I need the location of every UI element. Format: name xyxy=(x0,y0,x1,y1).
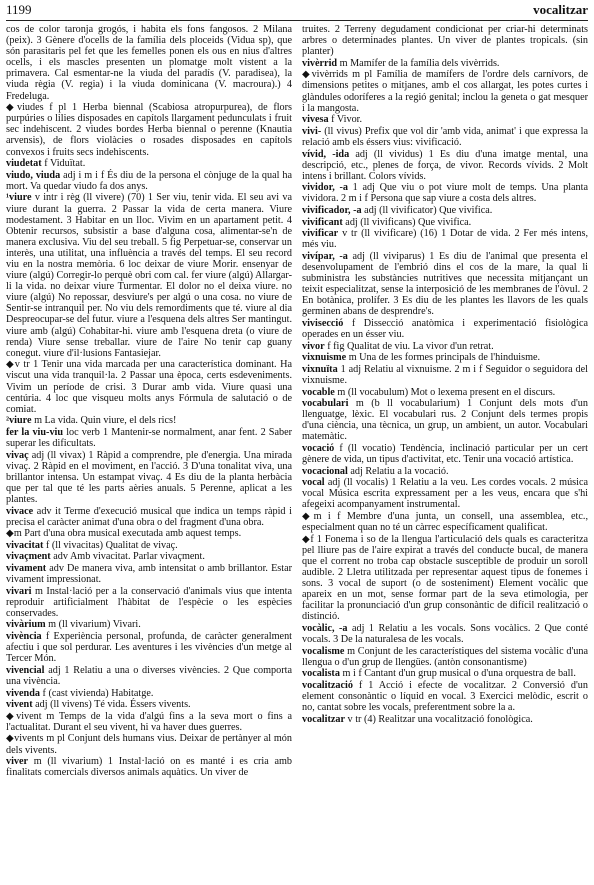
entry-definition: m Mamífer de la família dels vivèrrids. xyxy=(337,57,500,69)
dictionary-entry xyxy=(302,398,588,442)
entry-headword: vocalització xyxy=(302,679,353,691)
entry-definition: ◆m i f Membre d'una junta, un consell, una assemblea, etc., especialment quan no té un càrrec específicament qualificat. xyxy=(302,511,588,534)
entry-headword: vocàlic, -a xyxy=(302,622,348,634)
entry-definition: adj (ll viviparus) 1 Es diu de l'animal que presenta el desenvolupament de l'embrió dins el cos de la mare, la qual li subministra les substàncies nutritives que necessita mitjançant un teixit especialitzat, sense la interposició de les membranes de l'òvul. 2 En botànica, prolífer. 3 Es diu de les plantes les llavors de les quals germinen abans de desprendre's. xyxy=(302,250,588,318)
entry-definition: ◆vivent m Temps de la vida d'algú fins a la seva mort o fins a l'actualitat. Durant el seu vivent, hi va haver dues guerres. xyxy=(6,710,292,733)
entry-headword: vivesa xyxy=(302,114,329,126)
entry-definition: m Una de les formes principals de l'hinduisme. xyxy=(346,352,541,364)
entry-headword: vivi- xyxy=(302,125,322,137)
dictionary-entry xyxy=(6,158,292,169)
entry-headword: viudo, viuda xyxy=(6,169,61,181)
page-header xyxy=(6,2,588,20)
entry-headword: vivèrrid xyxy=(302,57,338,69)
entry-headword: vivisecció xyxy=(302,317,344,329)
right-column xyxy=(302,24,588,882)
dictionary-entry xyxy=(302,623,588,645)
entry-headword: vixnuisme xyxy=(302,352,347,364)
entry-headword: vivàrium xyxy=(6,619,46,631)
entry-definition: f (ll vocatio) Tendència, inclinació particular per un cert gènere de vida, un tipus d'activitat, etc. Tenir una vocació artística. xyxy=(302,442,588,466)
entry-headword: vivace xyxy=(6,505,34,517)
entry-headword: vivència xyxy=(6,631,42,643)
dictionary-entry xyxy=(302,251,588,318)
entry-definition: loc verb 1 Mantenir-se normalment, anar fent. 2 Saber superar les dificultats. xyxy=(6,426,292,449)
dictionary-entry xyxy=(6,528,292,539)
dictionary-entry xyxy=(6,699,292,710)
entry-definition: m Conjunt de les característiques del sistema vocàlic d'una llengua o d'un grup de llengües. (antòn consonantisme) xyxy=(302,645,588,668)
entry-headword: vocable xyxy=(302,386,335,398)
entry-headword: vivaç xyxy=(6,449,29,461)
entry-definition: adj 1 Relatiu a una o diverses vivències. 2 Que comporta una vivència. xyxy=(6,664,292,687)
entry-headword: vixnuïta xyxy=(302,363,338,375)
entry-definition: adj (ll vocalis) 1 Relatiu a la veu. Les cordes vocals. 2 música vocal Música escrita expressament per a les veus, encara que s'hi afegeixi acompanyament instrumental. xyxy=(302,477,588,511)
entry-definition: f Viduïtat. xyxy=(41,158,86,170)
left-column xyxy=(6,24,292,882)
header-rule xyxy=(6,20,588,21)
entry-definition: f Vivor. xyxy=(328,114,363,126)
page-number: 1199 xyxy=(6,2,32,17)
dictionary-entry xyxy=(302,352,588,363)
dictionary-entry xyxy=(6,192,292,358)
entry-definition: 1 adj Que viu o pot viure molt de temps. Una planta vividora. 2 m i f Persona que sap viure a costa dels altres. xyxy=(302,182,588,205)
dictionary-entry xyxy=(302,114,588,125)
entry-headword: vocalitzar xyxy=(302,713,345,725)
entry-definition: ◆vivèrrids m pl Família de mamífers de l'ordre dels carnívors, de dimensions petites o mitjanes, amb el cos allargat, les potes curtes i glàndules odoríferes a la regió genital; inclou la geneta o gat mesquer i la mangosta. xyxy=(302,69,588,114)
entry-headword: vocalisme xyxy=(302,645,345,657)
entry-headword: vocalista xyxy=(302,668,340,680)
dictionary-entry xyxy=(302,58,588,69)
entry-definition: adj (ll vivificans) Que vivifica. xyxy=(342,216,472,228)
entry-headword: vivípar, -a xyxy=(302,250,348,262)
entry-definition: adj (ll vividus) 1 Es diu d'una imatge mental, una descripció, etc., plenes de força, de vivor. Records vívids. 2 Molt intens i brillant. Colors vívids. xyxy=(302,148,588,182)
dictionary-entry xyxy=(6,586,292,619)
entry-headword: vivor xyxy=(302,340,325,352)
dictionary-entry xyxy=(302,364,588,386)
entry-definition: v tr (ll vivificare) (16) 1 Dotar de vida. 2 Fer més intens, més viu. xyxy=(302,228,588,251)
dictionary-entry xyxy=(302,205,588,216)
dictionary-entry xyxy=(302,714,588,725)
entry-definition: truites. 2 Terreny degudament condicionat per criar-hi determinats arbres o determinades plantes. Un viver de plantes tropicals. (sin planter) xyxy=(302,24,588,58)
entry-definition: m i f Cantant d'un grup musical o d'una orquestra de ball. xyxy=(339,668,576,680)
entry-headword: viver xyxy=(6,756,29,768)
entry-definition: adv Amb vivacitat. Parlar vivaçment. xyxy=(50,551,205,563)
entry-definition: f 1 Acció i efecte de vocalitzar. 2 Conversió d'un element consonàntic o líquid en vocal. 3 Exercici melòdic, escrit o no, cantat sobre les vocals, preferentment sobre la a. xyxy=(302,679,588,714)
entry-headword: vivificador, -a xyxy=(302,205,362,216)
dictionary-entry xyxy=(6,688,292,699)
entry-headword: vivaçment xyxy=(6,551,51,563)
entry-headword: vivacitat xyxy=(6,539,44,551)
entry-headword: vocal xyxy=(302,477,325,489)
dictionary-entry xyxy=(6,415,292,426)
entry-definition: adv it Terme d'execució musical que indica un temps ràpid i precisa el caràcter animat d'una obra o del fragment d'una obra. xyxy=(6,505,292,528)
running-head: vocalitzar xyxy=(533,2,588,17)
entry-definition: f (ll vivacitas) Qualitat de vivaç. xyxy=(43,539,178,551)
entry-definition: ◆f 1 Fonema i so de la llengua l'articulació dels quals es caracteritza pel lliure pas de l'aire expirat a través del conducte bucal, de manera que el corrent no troba cap obstacle susceptible de produir un soroll audible. 2 Lletra utilitzada per representar aquest tipus de fonemes i sons. 3 vocal de suport (o de sosteniment) Element vocàlic que apareix en un mot, sense formar part de la seva etimologia, per facilitar la pronunciació d'un grup consonàntic de difícil realització o distinció. xyxy=(302,533,588,623)
dictionary-entry xyxy=(302,126,588,148)
dictionary-entry xyxy=(302,443,588,465)
dictionary-entry xyxy=(6,427,292,449)
dictionary-entry xyxy=(6,551,292,562)
entry-definition: ◆viudes f pl 1 Herba biennal (Scabiosa atropurpurea), de flors purpúries o lilies disposades en capítols llargament pedunculats i fruit sec indehiscent. 2 viudes bordes Herba biennal o perenne (Knautia arvensis), de flors violàcies o rosades disposades en capítols convexos i fruits secs indehiscents. xyxy=(6,102,292,158)
entry-definition: f Dissecció anatòmica i experimentació fisiològica operades en un ésser viu. xyxy=(302,317,588,341)
dictionary-entry xyxy=(302,24,588,57)
entry-definition: m Instal·lació per a la conservació d'animals vius que intenta reproduir artificialment l'hàbitat de l'espècie o les espècies conservades. xyxy=(6,585,292,619)
dictionary-entry xyxy=(302,466,588,477)
dictionary-entry xyxy=(6,102,292,157)
entry-headword: vividor, -a xyxy=(302,182,348,194)
entry-headword: vocació xyxy=(302,442,335,454)
dictionary-entry xyxy=(302,477,588,510)
entry-definition: adj Relatiu a la vocació. xyxy=(347,465,449,477)
dictionary-entry xyxy=(302,646,588,668)
entry-headword: fer la viu-viu xyxy=(6,426,64,438)
dictionary-entry xyxy=(6,563,292,585)
entry-definition: m La vida. Quin viure, el dels rics! xyxy=(31,415,177,427)
entry-definition: cos de color taronja grogós, i habita els fons fangosos. 2 Milana (peix). 3 Gènere d'ocells de la família dels ploceids (Vidua sp), que són parasitaris pel fet que les femelles ponen els ous en nius d'altres ocells, i els mascles presenten un plomatge molt vistent a la primavera. Cal esmentar-ne la viuda del paradís (V. paradisea), la viuda règia (V. regia) i la viuda dominicana (V. macroura).) 4 Fredeluga. xyxy=(6,24,292,102)
dictionary-entry xyxy=(302,511,588,533)
entry-definition: adv De manera viva, amb intensitat o amb brillantor. Estar vivament impressionat. xyxy=(6,563,292,586)
entry-definition: f fig Qualitat de viu. La vivor d'un retrat. xyxy=(324,340,494,352)
entry-headword: vívid, -ida xyxy=(302,148,350,160)
entry-headword: vivencial xyxy=(6,664,45,676)
dictionary-entry xyxy=(302,217,588,228)
entry-headword: vivent xyxy=(6,699,33,711)
dictionary-entry xyxy=(302,149,588,182)
dictionary-entry xyxy=(302,534,588,623)
entry-definition: ◆m Part d'una obra musical executada amb aquest temps. xyxy=(6,528,242,540)
entry-definition: adj (ll vivens) Té vida. Éssers vivents. xyxy=(32,699,191,711)
dictionary-entry xyxy=(302,680,588,713)
entry-headword: viudetat xyxy=(6,158,42,170)
entry-definition: m (ll vocabulum) Mot o lexema present en el discurs. xyxy=(334,386,556,398)
dictionary-entry xyxy=(6,733,292,755)
entry-definition: adj i m i f És diu de la persona el cònjuge de la qual ha mort. Va quedar viudo fa dos anys. xyxy=(6,169,292,192)
dictionary-entry xyxy=(6,619,292,630)
dictionary-entry xyxy=(302,668,588,679)
entry-definition: adj (ll vivificator) Que vivifica. xyxy=(361,205,493,216)
entry-definition: adj (ll vivax) 1 Ràpid a comprendre, ple d'energia. Una mirada vivaç. 2 Ràpid en el moviment, en l'acció. 3 D'una tonalitat viva, una brillantor intensa. Un estampat vivaç. 4 Es diu de la planta herbàcia que per tal que té les parts aèries anuals. 5 Perenne, aplicat a les plantes. xyxy=(6,449,292,505)
entry-definition: m (b ll vocabularium) 1 Conjunt dels mots d'un llenguatge, lèxic. El vocabulari rus. 2 Conjunt dels termes propis d'una ciència, una tècnica, un grup, un ambient, un autor. Vocabulari matemàtic. xyxy=(302,398,588,443)
entry-definition: m (ll vivarium) Vivari. xyxy=(45,619,141,631)
entry-headword: ¹viure xyxy=(6,192,32,204)
dictionary-entry xyxy=(302,341,588,352)
dictionary-entry xyxy=(6,24,292,102)
dictionary-entry xyxy=(6,631,292,664)
entry-definition: m (ll vivarium) 1 Instal·lació on es manté i es cria amb finalitats comercials diversos animals aquàtics. Un viver de xyxy=(6,756,292,779)
dictionary-entry xyxy=(6,711,292,733)
dictionary-entry xyxy=(302,387,588,398)
dictionary-entry xyxy=(6,359,292,414)
entry-headword: vivenda xyxy=(6,687,40,699)
entry-definition: v tr (4) Realitzar una vocalització fonològica. xyxy=(345,713,533,725)
dictionary-entry xyxy=(6,450,292,505)
entry-definition: (ll vivus) Prefix que vol dir 'amb vida, animat' i que expressa la relació amb els éssers vius: vivificació. xyxy=(302,125,588,148)
entry-definition: 1 adj Relatiu al vixnuisme. 2 m i f Seguidor o seguidora del vixnuisme. xyxy=(302,363,588,386)
entry-definition: adj 1 Relatiu a les vocals. Sons vocàlics. 2 Que conté vocals. 3 De la naturalesa de les vocals. xyxy=(302,622,588,646)
entry-headword: vivificant xyxy=(302,216,343,228)
dictionary-entry xyxy=(302,69,588,113)
entry-definition: f (cast vivienda) Habitatge. xyxy=(39,687,154,699)
dictionary-entry xyxy=(6,756,292,778)
entry-definition: v intr i règ (ll vivere) (70) 1 Ser viu, tenir vida. El seu avi va viure durant la guerra. 2 Passar la vida de certa manera. Viure modestament. 3 Habitar en un lloc. Vivim en un apartament petit. 4 Obtenir recursos, subsistir a base d'alguna cosa, alimentar-se'n de manera exclusiva. Viu del seu treball. 5 fig Perpetuar-se, conservar un interès, una utilitat, una influència a través del temps. El seu record viu en la nostra memòria. 6 loc deixar de viure Morir. ensenyar de viure (algú) Corregir-lo perquè obri com cal. fer viure (algú) Allargar-li la vida. no deixar viure Turmentar. El dolor no el deixa viure. no viure (algú) No repossar, desviure's per algú o una cosa. no viure de Sentir-se intranquil per. No viu dels remordiments que té. viure al dia Despreocupar-se del futur. viure a l'esquena dels altres Ser mantingut. viure amb (algú) Cohabitar-hi. viure amb l'esquena dreta (o viure de renda) Viure sense treballar. viure de l'aire No tenir cap guany conegut. viure d'il·lusions Fantasiejar. xyxy=(6,192,292,359)
dictionary-entry xyxy=(6,506,292,528)
entry-headword: vocacional xyxy=(302,465,348,477)
entry-headword: vivari xyxy=(6,585,32,597)
entry-headword: vivament xyxy=(6,563,47,574)
entry-headword: vivificar xyxy=(302,228,339,240)
entry-definition: ◆v tr 1 Tenir una vida marcada per una característica dominant. Ha viscut una vida tranquil·la. 2 Passar una època, certs esdeveniments. Vivim un període de crisi. 3 Durar amb vida. Viure quasi una centúria. 4 loc que visqueu molts anys Fórmula de salutació o de comiat. xyxy=(6,359,292,415)
entry-headword: vocabulari xyxy=(302,398,349,410)
dictionary-entry xyxy=(6,170,292,192)
entry-headword: ²viure xyxy=(6,415,32,427)
dictionary-entry xyxy=(6,665,292,687)
dictionary-entry xyxy=(302,182,588,204)
dictionary-entry xyxy=(302,318,588,340)
dictionary-entry xyxy=(6,540,292,551)
entry-definition: f Experiència personal, profunda, de caràcter generalment afectiu i que sol perdurar. Les aventures i les vivències d'un metge al Tercer Món. xyxy=(6,631,292,665)
entry-definition: ◆vivents m pl Conjunt dels humans vius. Deixar de pertànyer al món dels vivents. xyxy=(6,733,292,756)
dictionary-entry xyxy=(302,228,588,250)
